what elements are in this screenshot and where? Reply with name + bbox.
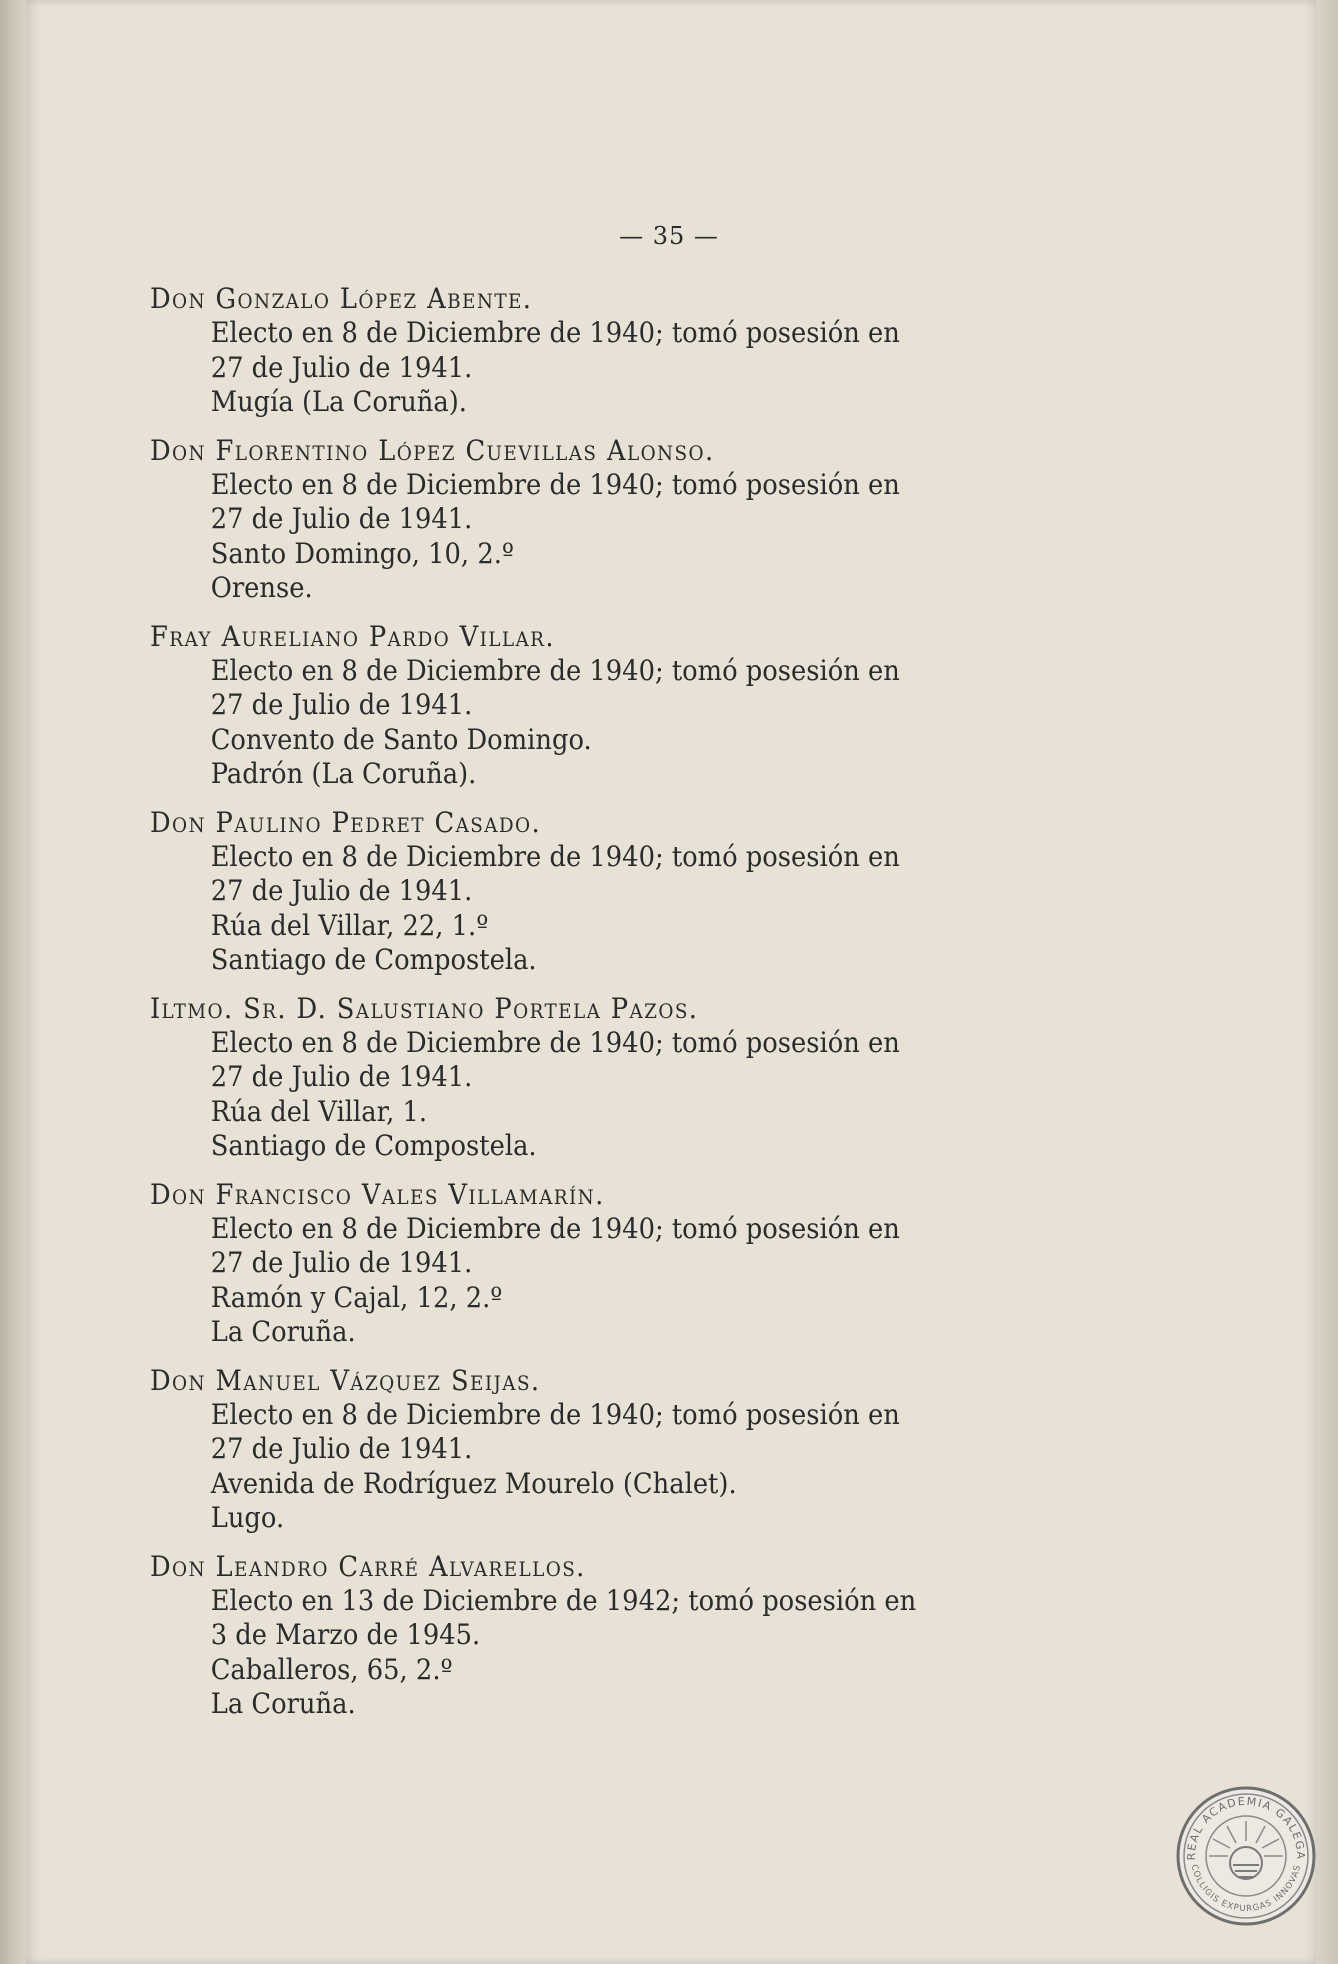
entry-line: Santiago de Compostela. [210, 943, 537, 976]
page-number: — 35 — [619, 222, 719, 250]
entry-line: Orense. [210, 571, 313, 604]
entry-line: Electo en 8 de Diciembre de 1940; tomó posesión en [210, 1397, 900, 1431]
member-entry [150, 282, 1070, 420]
entry-line: Avenida de Rodríguez Mourelo (Chalet). [210, 1466, 737, 1500]
entry-line: 27 de Julio de 1941. [210, 502, 473, 535]
entry-line: Electo en 8 de Diciembre de 1940; tomó posesión en [210, 1025, 900, 1059]
entry-line: 27 de Julio de 1941. [210, 688, 473, 721]
entry-line: 27 de Julio de 1941. [210, 350, 473, 384]
entry-line: 27 de Julio de 1941. [210, 874, 473, 907]
page-edge [1316, 0, 1338, 1964]
entry-line: Santo Domingo, 10, 2.º [210, 536, 515, 570]
binding-edge [0, 0, 26, 1964]
member-list [150, 282, 1070, 1736]
entry-line: 27 de Julio de 1941. [210, 1432, 473, 1465]
entry-line: La Coruña. [210, 1687, 356, 1720]
member-entry [150, 1178, 1070, 1350]
academy-seal-icon [1175, 1785, 1317, 1927]
entry-line: 3 de Marzo de 1945. [210, 1618, 481, 1651]
member-name: Iltmo. Sr. D. Salustiano Portela Pazos. [150, 991, 699, 1025]
entry-line: Convento de Santo Domingo. [210, 722, 592, 756]
entry-line: Lugo. [210, 1501, 285, 1534]
seal-top-text: REAL ACADEMIA GALEGA [1184, 1794, 1308, 1861]
entry-line: Rúa del Villar, 1. [210, 1094, 428, 1128]
member-entry [150, 620, 1070, 792]
member-entry [150, 434, 1070, 606]
entry-line: Caballeros, 65, 2.º [210, 1652, 453, 1686]
entry-line: Ramón y Cajal, 12, 2.º [210, 1280, 503, 1314]
member-entry [150, 806, 1070, 978]
entry-line: Electo en 8 de Diciembre de 1940; tomó posesión en [210, 1211, 900, 1245]
entry-line: Electo en 8 de Diciembre de 1940; tomó posesión en [210, 653, 900, 687]
member-name: Don Manuel Vázquez Seijas. [150, 1363, 541, 1397]
member-name: Don Leandro Carré Alvarellos. [150, 1549, 586, 1583]
entry-line: Rúa del Villar, 22, 1.º [210, 908, 489, 942]
entry-line: 27 de Julio de 1941. [210, 1060, 473, 1093]
member-name: Don Francisco Vales Villamarín. [150, 1177, 605, 1211]
member-name: Fray Aureliano Pardo Villar. [150, 619, 555, 653]
entry-line: Electo en 8 de Diciembre de 1940; tomó posesión en [210, 316, 900, 349]
entry-line: Electo en 8 de Diciembre de 1940; tomó posesión en [210, 467, 900, 501]
entry-line: Electo en 8 de Diciembre de 1940; tomó posesión en [210, 839, 900, 873]
member-name: Don Gonzalo López Abente. [150, 282, 533, 315]
member-entry [150, 1550, 1070, 1722]
entry-line: La Coruña. [210, 1315, 356, 1348]
member-entry [150, 992, 1070, 1164]
member-name: Don Paulino Pedret Casado. [150, 805, 542, 839]
entry-line: Padrón (La Coruña). [210, 757, 477, 790]
entry-line: 27 de Julio de 1941. [210, 1246, 473, 1279]
entry-line: Mugía (La Coruña). [210, 385, 467, 418]
entry-line: Santiago de Compostela. [210, 1129, 537, 1162]
entry-line: Electo en 13 de Diciembre de 1942; tomó posesión en [210, 1583, 917, 1617]
member-entry [150, 1364, 1070, 1536]
seal-bottom-text: COLLIGIS EXPURGAS INNOVAS [1188, 1863, 1304, 1915]
member-name: Don Florentino López Cuevillas Alonso. [150, 433, 715, 467]
